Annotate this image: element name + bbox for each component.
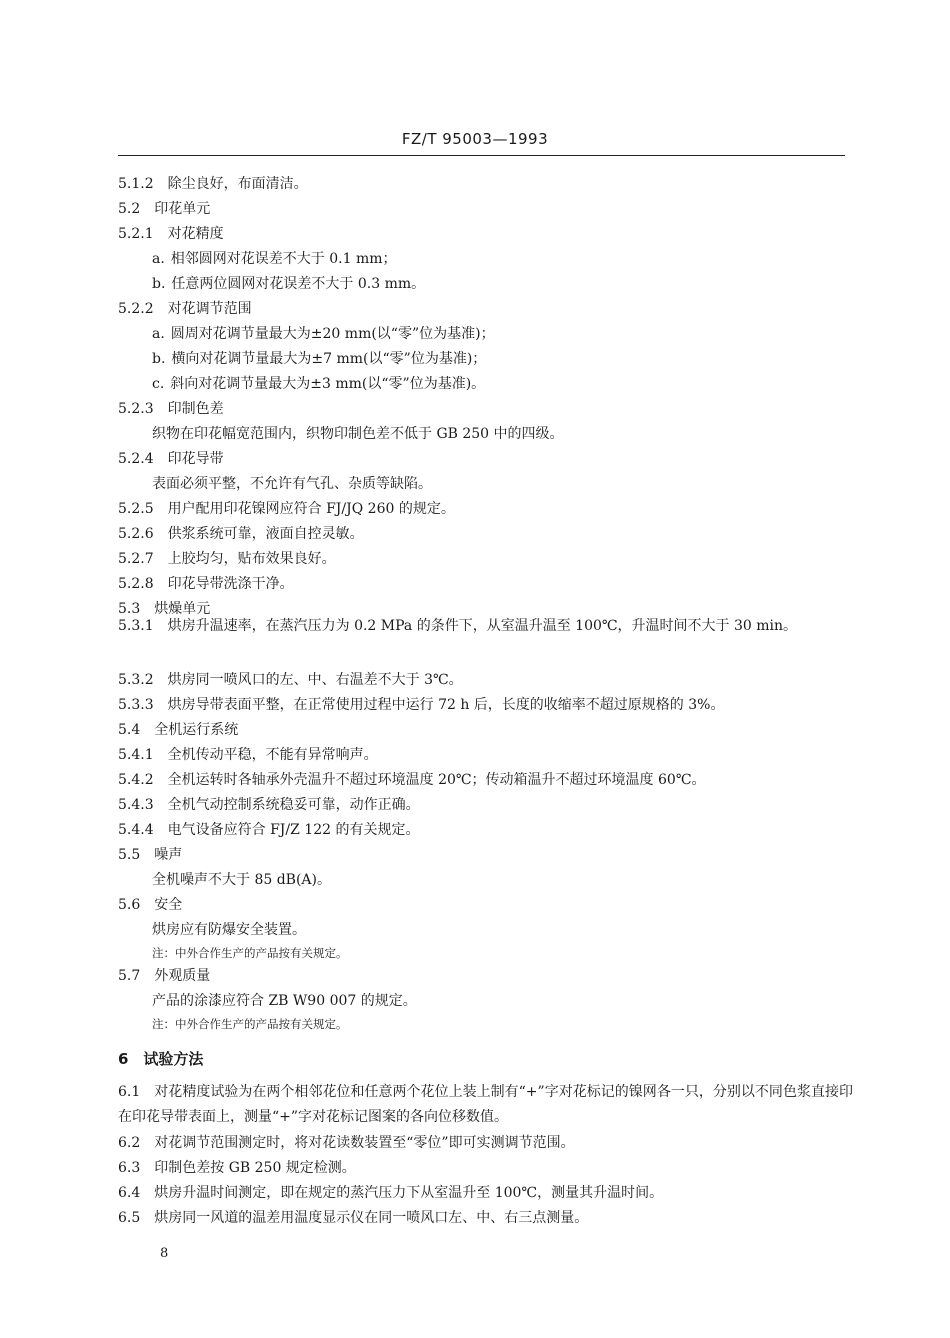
- clause-line: 5.3 烘燥单元: [118, 601, 211, 617]
- clause-line: 5.4.2 全机运转时各轴承外壳温升不超过环境温度 20℃；传动箱温升不超过环境温度 60℃。: [118, 772, 706, 788]
- clause-paragraph: 6.1 对花精度试验为在两个相邻花位和任意两个花位上装上制有“+”字对花标记的镍网各一只，分别以不同色浆直接印在印花导带表面上，测量“+”字对花标记图案的各向位移数值。: [118, 1084, 853, 1125]
- clause-line: 5.2.5 用户配用印花镍网应符合 FJ/JQ 260 的规定。: [118, 501, 455, 517]
- clause-line: 5.2.7 上胶均匀，贴布效果良好。: [118, 551, 336, 567]
- body-text: 烘房应有防爆安全装置。: [152, 922, 306, 938]
- section-heading: 6 试验方法: [118, 1050, 204, 1068]
- body-text: 全机噪声不大于 85 dB(A)。: [152, 872, 331, 888]
- clause-line: 5.5 噪声: [118, 847, 183, 863]
- clause-line: 5.2.2 对花调节范围: [118, 301, 252, 317]
- note-text: 注：中外合作生产的产品按有关规定。: [152, 1017, 348, 1031]
- document-header: FZ/T 95003—1993: [401, 130, 549, 148]
- clause-line: 5.1.2 除尘良好，布面清洁。: [118, 176, 308, 192]
- body-text: 表面必须平整，不允许有气孔、杂质等缺陷。: [152, 476, 432, 492]
- clause-paragraph: 5.3.1 烘房升温速率，在蒸汽压力为 0.2 MPa 的条件下，从室温升温至 100℃，升温时间不大于 30 min。: [118, 618, 798, 634]
- list-item: c. 斜向对花调节量最大为±3 mm(以“零”位为基准)。: [152, 376, 486, 392]
- page-number: 8: [160, 1246, 169, 1261]
- clause-line: 5.7 外观质量: [118, 968, 211, 984]
- list-item: a. 圆周对花调节量最大为±20 mm(以“零”位为基准)；: [152, 326, 495, 342]
- list-item: a. 相邻圆网对花误差不大于 0.1 mm；: [152, 251, 397, 267]
- clause-line: 5.2.1 对花精度: [118, 226, 224, 242]
- clause-line: 6.5 烘房同一风道的温差用温度显示仪在同一喷风口左、中、右三点测量。: [118, 1210, 589, 1226]
- clause-line: 5.4.1 全机传动平稳，不能有异常响声。: [118, 747, 378, 763]
- list-item: b. 横向对花调节量最大为±7 mm(以“零”位为基准)；: [152, 351, 487, 367]
- clause-line: 5.3.2 烘房同一喷风口的左、中、右温差不大于 3℃。: [118, 672, 463, 688]
- clause-line: 5.2.3 印制色差: [118, 401, 224, 417]
- clause-line: 5.4.3 全机气动控制系统稳妥可靠，动作正确。: [118, 797, 420, 813]
- clause-line: 5.4.4 电气设备应符合 FJ/Z 122 的有关规定。: [118, 822, 420, 838]
- clause-line: 5.2.6 供浆系统可靠，液面自控灵敏。: [118, 526, 364, 542]
- note-text: 注：中外合作生产的产品按有关规定。: [152, 946, 348, 960]
- clause-line: 5.3.3 烘房导带表面平整，在正常使用过程中运行 72 h 后，长度的收缩率不超过原规格的 3%。: [118, 697, 725, 713]
- list-item: b. 任意两位圆网对花误差不大于 0.3 mm。: [152, 276, 426, 292]
- body-text: 织物在印花幅宽范围内，织物印制色差不低于 GB 250 中的四级。: [152, 426, 564, 442]
- clause-line: 5.2.8 印花导带洗涤干净。: [118, 576, 294, 592]
- clause-line: 5.2 印花单元: [118, 201, 211, 217]
- clause-line: 5.2.4 印花导带: [118, 451, 224, 467]
- clause-line: 6.3 印制色差按 GB 250 规定检测。: [118, 1160, 356, 1176]
- clause-line: 6.4 烘房升温时间测定，即在规定的蒸汽压力下从室温升至 100℃，测量其升温时间。: [118, 1185, 664, 1201]
- clause-line: 6.2 对花调节范围测定时，将对花读数装置至“零位”即可实测调节范围。: [118, 1135, 575, 1151]
- clause-line: 5.4 全机运行系统: [118, 722, 239, 738]
- header-rule: [118, 155, 845, 156]
- clause-line: 5.6 安全: [118, 897, 183, 913]
- body-text: 产品的涂漆应符合 ZB W90 007 的规定。: [152, 993, 417, 1009]
